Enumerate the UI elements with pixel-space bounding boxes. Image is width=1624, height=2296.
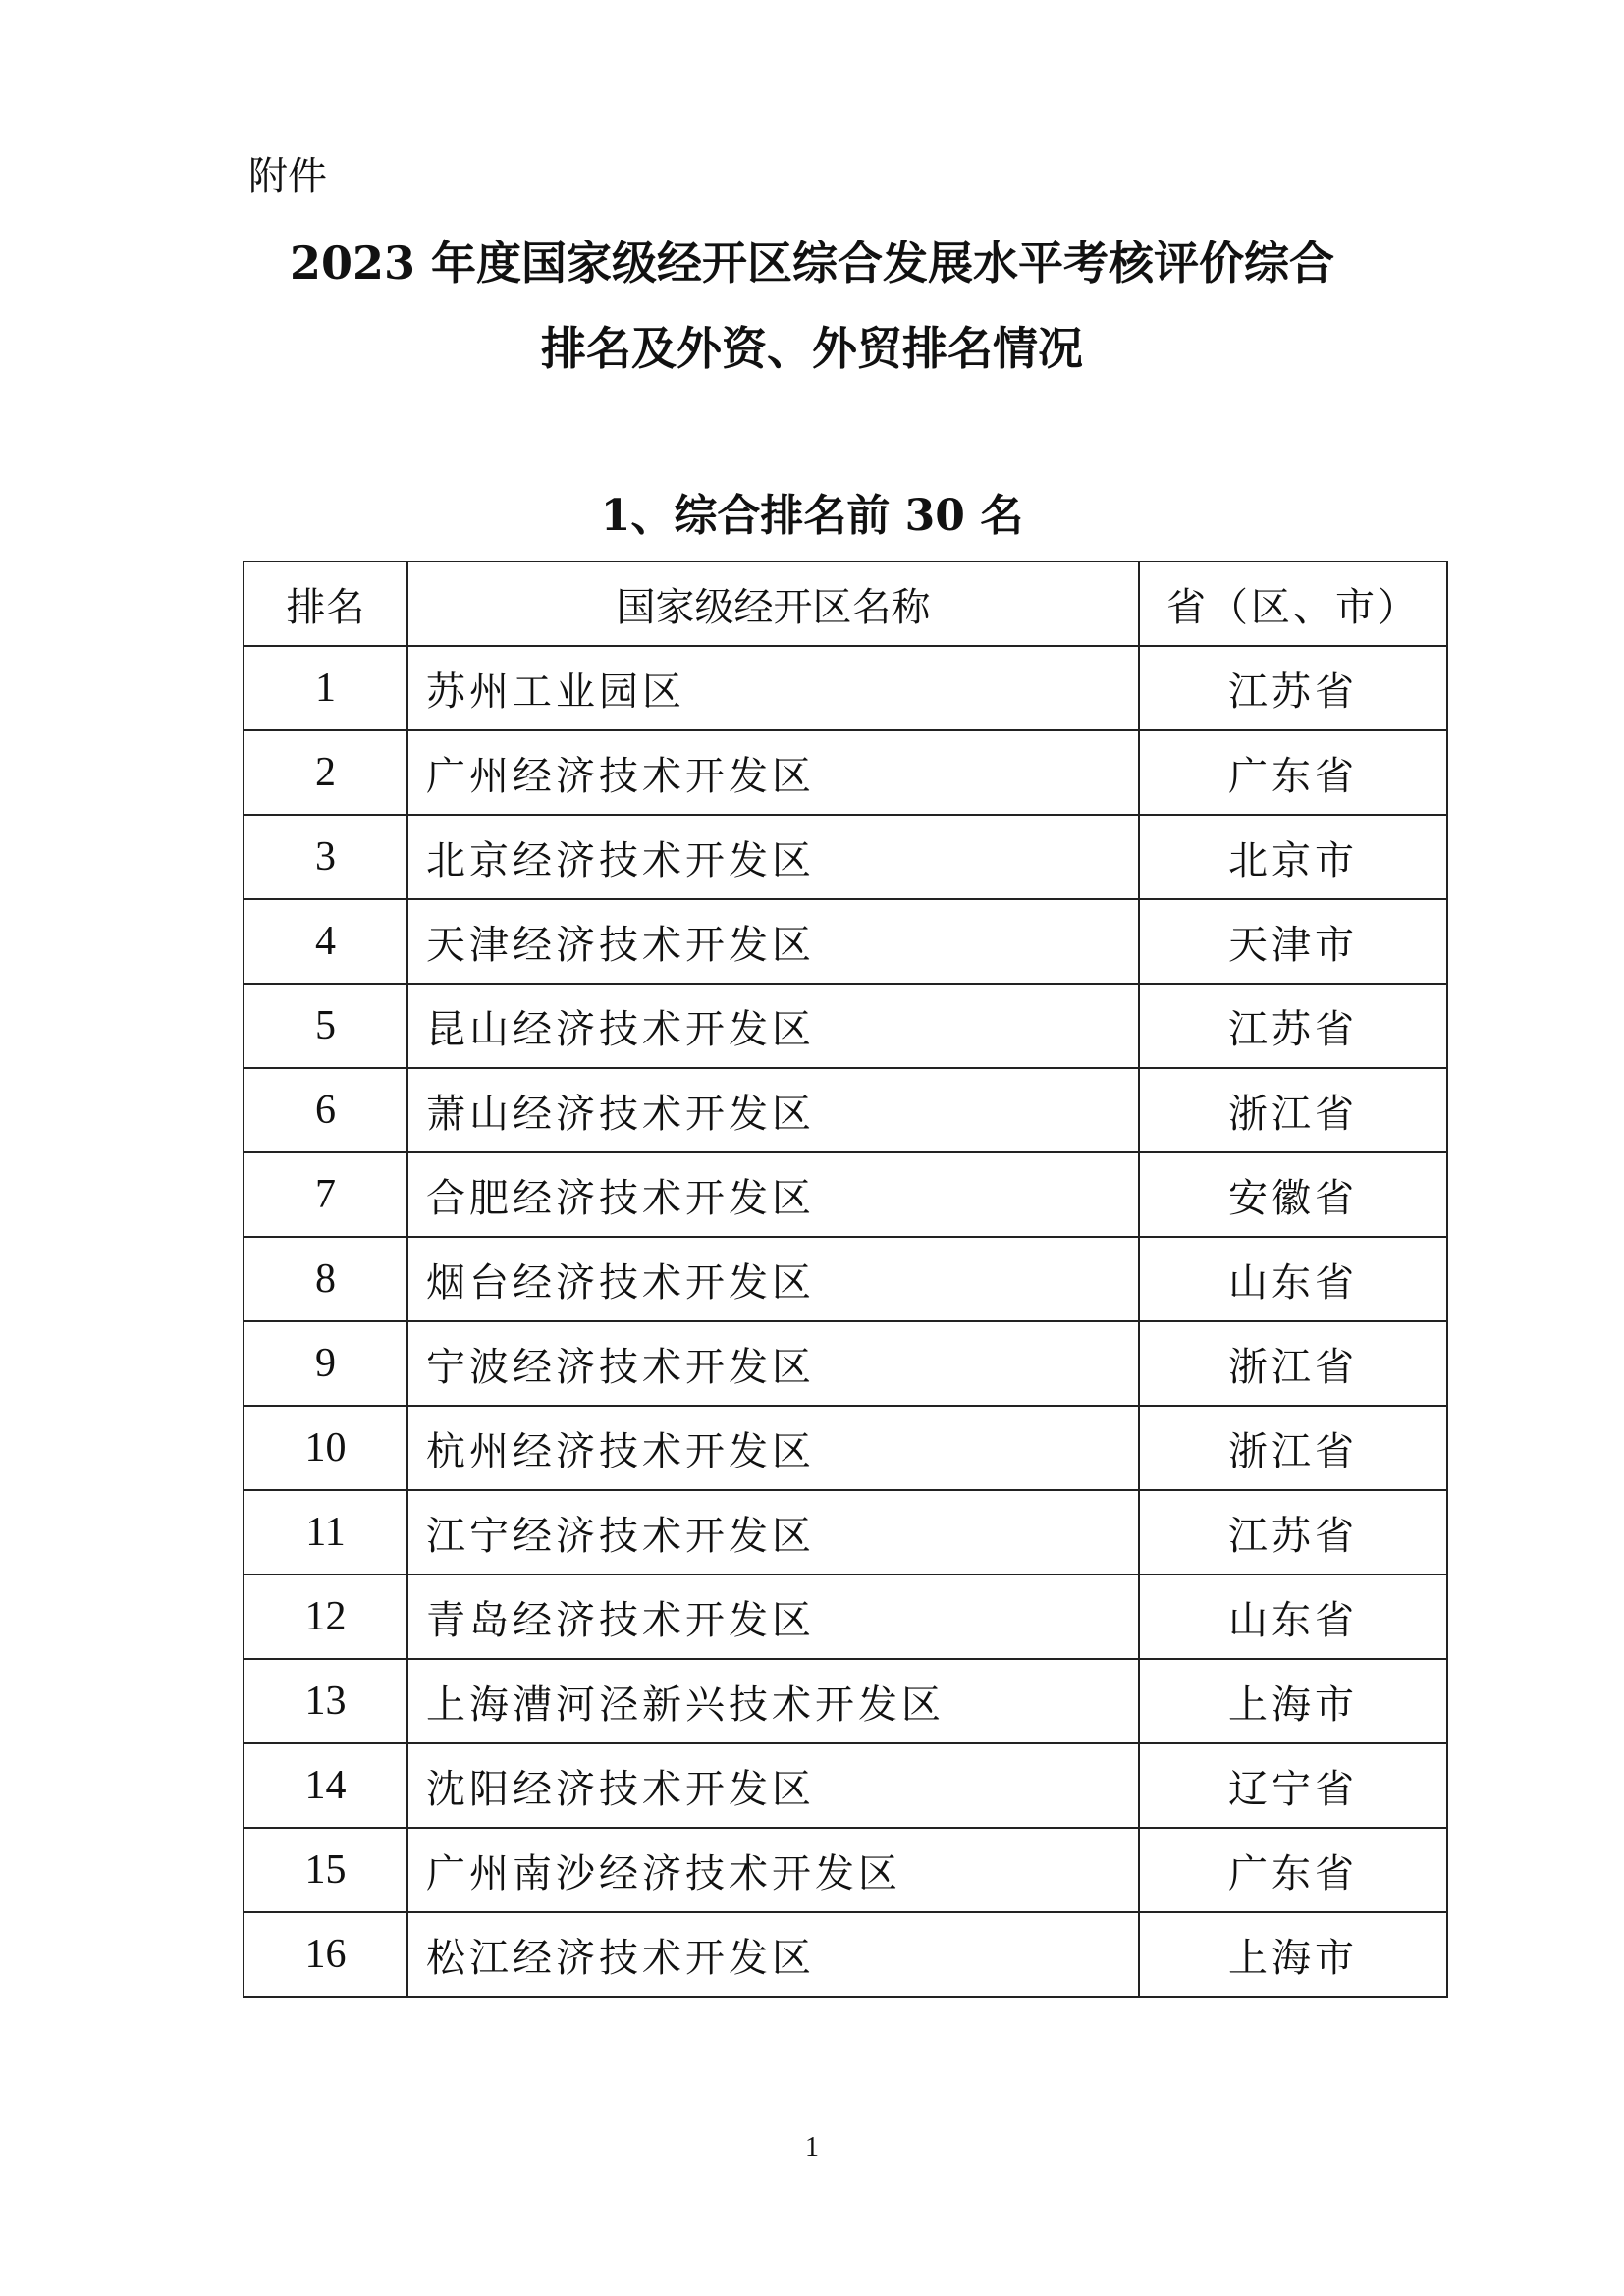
rank-cell: 12	[244, 1575, 407, 1659]
zone-name-cell: 天津经济技术开发区	[407, 899, 1139, 984]
ranking-table	[243, 561, 1448, 1998]
document-title-line-1: 2023 年度国家级经开区综合发展水平考核评价综合	[289, 237, 1335, 290]
section-heading: 1、综合排名前 30 名	[600, 491, 1024, 541]
province-cell: 辽宁省	[1139, 1743, 1447, 1828]
table-row	[244, 899, 1447, 984]
rank-cell: 16	[244, 1912, 407, 1997]
province-cell: 江苏省	[1139, 1490, 1447, 1575]
rank-cell: 7	[244, 1152, 407, 1237]
rank-cell: 11	[244, 1490, 407, 1575]
table-row	[244, 984, 1447, 1068]
province-cell: 广东省	[1139, 1828, 1447, 1912]
zone-name-cell: 苏州工业园区	[407, 646, 1139, 730]
rank-cell: 10	[244, 1406, 407, 1490]
table-row	[244, 730, 1447, 815]
table-row	[244, 1659, 1447, 1743]
zone-name-cell: 北京经济技术开发区	[407, 815, 1139, 899]
rank-cell: 14	[244, 1743, 407, 1828]
rank-cell: 1	[244, 646, 407, 730]
table-row	[244, 1575, 1447, 1659]
zone-name-cell: 沈阳经济技术开发区	[407, 1743, 1139, 1828]
province-cell: 浙江省	[1139, 1321, 1447, 1406]
table-row	[244, 815, 1447, 899]
table-row	[244, 1237, 1447, 1321]
zone-name-cell: 萧山经济技术开发区	[407, 1068, 1139, 1152]
zone-name-cell: 合肥经济技术开发区	[407, 1152, 1139, 1237]
province-cell: 山东省	[1139, 1237, 1447, 1321]
attachment-label: 附件	[248, 154, 327, 199]
zone-name-cell: 广州经济技术开发区	[407, 730, 1139, 815]
table-row	[244, 1321, 1447, 1406]
zone-name-cell: 松江经济技术开发区	[407, 1912, 1139, 1997]
zone-name-cell: 上海漕河泾新兴技术开发区	[407, 1659, 1139, 1743]
province-cell: 江苏省	[1139, 984, 1447, 1068]
rank-cell: 8	[244, 1237, 407, 1321]
rank-cell: 9	[244, 1321, 407, 1406]
table-row	[244, 1068, 1447, 1152]
page-number: 1	[805, 2132, 819, 2163]
zone-name-cell: 江宁经济技术开发区	[407, 1490, 1139, 1575]
zone-name-cell: 杭州经济技术开发区	[407, 1406, 1139, 1490]
province-cell: 上海市	[1139, 1659, 1447, 1743]
rank-cell: 15	[244, 1828, 407, 1912]
zone-name-cell: 宁波经济技术开发区	[407, 1321, 1139, 1406]
table-row	[244, 1912, 1447, 1997]
table-row	[244, 1490, 1447, 1575]
rank-cell: 6	[244, 1068, 407, 1152]
province-cell: 上海市	[1139, 1912, 1447, 1997]
province-cell: 山东省	[1139, 1575, 1447, 1659]
zone-name-cell: 青岛经济技术开发区	[407, 1575, 1139, 1659]
table-row	[244, 1406, 1447, 1490]
province-cell: 广东省	[1139, 730, 1447, 815]
table-row	[244, 1152, 1447, 1237]
header-rank: 排名	[244, 561, 407, 646]
zone-name-cell: 广州南沙经济技术开发区	[407, 1828, 1139, 1912]
province-cell: 安徽省	[1139, 1152, 1447, 1237]
province-cell: 天津市	[1139, 899, 1447, 984]
table-row	[244, 1828, 1447, 1912]
rank-cell: 3	[244, 815, 407, 899]
province-cell: 浙江省	[1139, 1406, 1447, 1490]
province-cell: 北京市	[1139, 815, 1447, 899]
rank-cell: 4	[244, 899, 407, 984]
province-cell: 浙江省	[1139, 1068, 1447, 1152]
rank-cell: 2	[244, 730, 407, 815]
header-province: 省（区、市）	[1139, 561, 1447, 646]
rank-cell: 5	[244, 984, 407, 1068]
zone-name-cell: 烟台经济技术开发区	[407, 1237, 1139, 1321]
province-cell: 江苏省	[1139, 646, 1447, 730]
table-row	[244, 1743, 1447, 1828]
zone-name-cell: 昆山经济技术开发区	[407, 984, 1139, 1068]
header-name: 国家级经开区名称	[407, 561, 1139, 646]
document-title-line-2: 排名及外资、外贸排名情况	[541, 322, 1083, 375]
rank-cell: 13	[244, 1659, 407, 1743]
table-row	[244, 646, 1447, 730]
table-header-row	[244, 561, 1447, 646]
